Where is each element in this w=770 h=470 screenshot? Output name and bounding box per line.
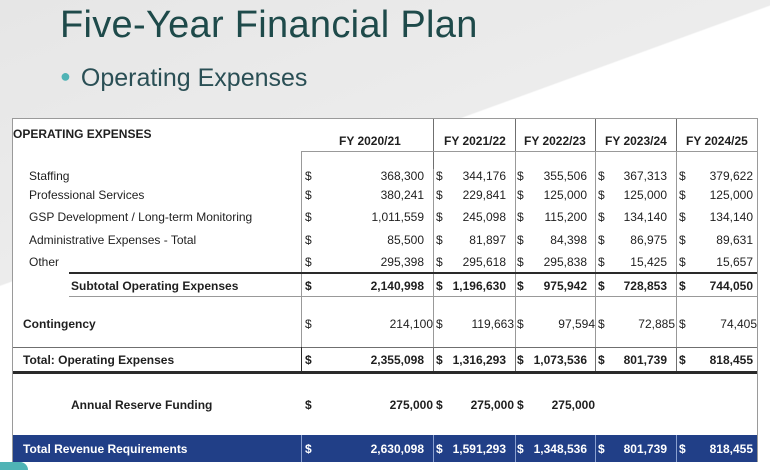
value-cell: 72,885	[638, 317, 675, 331]
contingency-label: Contingency	[23, 317, 96, 331]
corner-accent	[0, 462, 28, 470]
value-cell: 295,618	[462, 255, 506, 269]
currency-sign: $	[305, 317, 312, 331]
header-divider	[433, 119, 434, 169]
currency-sign: $	[679, 279, 686, 293]
currency-sign: $	[517, 255, 524, 269]
currency-sign: $	[436, 255, 443, 269]
value-cell: 344,176	[462, 169, 506, 183]
year-header-5: FY 2024/25	[686, 134, 748, 148]
value-cell: 275,000	[551, 398, 595, 412]
total-revenue-label: Total Revenue Requirements	[23, 442, 188, 456]
value-cell: 818,455	[709, 442, 753, 456]
column-divider	[301, 435, 302, 462]
slide-title: Five-Year Financial Plan	[60, 4, 478, 46]
column-divider	[433, 169, 434, 347]
value-cell: 818,455	[709, 353, 753, 367]
currency-sign: $	[436, 353, 443, 367]
column-divider	[515, 347, 516, 371]
value-cell: 1,196,630	[452, 279, 506, 293]
value-cell: 125,000	[709, 188, 753, 202]
currency-sign: $	[517, 233, 524, 247]
currency-sign: $	[679, 233, 686, 247]
value-cell: 368,300	[380, 169, 424, 183]
column-divider	[433, 347, 434, 371]
header-rule	[301, 151, 757, 152]
currency-sign: $	[436, 188, 443, 202]
section-header: OPERATING EXPENSES	[13, 127, 152, 141]
value-cell: 2,140,998	[370, 279, 424, 293]
value-cell: 355,506	[543, 169, 587, 183]
column-divider	[515, 151, 516, 347]
year-header-1: FY 2020/21	[339, 134, 401, 148]
currency-sign: $	[305, 188, 312, 202]
currency-sign: $	[436, 233, 443, 247]
year-header-3: FY 2022/23	[524, 134, 586, 148]
currency-sign: $	[305, 255, 312, 269]
column-divider	[433, 435, 434, 462]
currency-sign: $	[436, 210, 443, 224]
value-cell: 125,000	[623, 188, 667, 202]
currency-sign: $	[436, 442, 443, 456]
currency-sign: $	[598, 169, 605, 183]
column-divider	[301, 347, 302, 371]
value-cell: 801,739	[623, 353, 667, 367]
value-cell: 81,897	[469, 233, 506, 247]
value-cell: 275,000	[470, 398, 514, 412]
row-label: Administrative Expenses - Total	[29, 233, 197, 247]
reserve-label: Annual Reserve Funding	[71, 398, 213, 412]
value-cell: 1,316,293	[452, 353, 506, 367]
column-divider	[595, 347, 596, 371]
value-cell: 2,630,098	[370, 442, 424, 456]
currency-sign: $	[517, 188, 524, 202]
value-cell: 134,140	[709, 210, 753, 224]
value-cell: 1,591,293	[452, 442, 506, 456]
value-cell: 975,942	[543, 279, 587, 293]
year-header-2: FY 2021/22	[444, 134, 506, 148]
value-cell: 134,140	[623, 210, 667, 224]
value-cell: 744,050	[709, 279, 753, 293]
total-opex-bottom-rule	[13, 371, 757, 374]
currency-sign: $	[305, 210, 312, 224]
currency-sign: $	[305, 169, 312, 183]
year-header-4: FY 2023/24	[605, 134, 667, 148]
value-cell: 295,838	[543, 255, 587, 269]
value-cell: 295,398	[380, 255, 424, 269]
value-cell: 1,073,536	[533, 353, 587, 367]
value-cell: 115,200	[544, 210, 587, 224]
bullet-text: Operating Expenses	[80, 64, 308, 92]
header-divider	[676, 119, 677, 151]
row-label: Professional Services	[29, 188, 145, 202]
value-cell: 1,348,536	[533, 442, 587, 456]
financial-table	[12, 118, 758, 462]
column-divider	[301, 151, 302, 347]
currency-sign: $	[679, 442, 686, 456]
value-cell: 74,405	[720, 317, 757, 331]
currency-sign: $	[679, 169, 686, 183]
header-divider	[595, 119, 596, 151]
currency-sign: $	[679, 255, 686, 269]
value-cell: 125,000	[543, 188, 587, 202]
total-revenue-row	[13, 435, 757, 462]
currency-sign: $	[679, 317, 686, 331]
column-divider	[676, 435, 677, 462]
currency-sign: $	[679, 188, 686, 202]
value-cell: 1,011,559	[371, 210, 424, 224]
currency-sign: $	[305, 279, 312, 293]
currency-sign: $	[517, 210, 524, 224]
value-cell: 275,000	[389, 398, 433, 412]
value-cell: 214,100	[389, 317, 433, 331]
currency-sign: $	[598, 210, 605, 224]
column-divider	[515, 435, 516, 462]
subtotal-label: Subtotal Operating Expenses	[71, 279, 239, 293]
currency-sign: $	[679, 353, 686, 367]
currency-sign: $	[679, 210, 686, 224]
currency-sign: $	[436, 279, 443, 293]
currency-sign: $	[517, 442, 524, 456]
column-divider	[676, 347, 677, 371]
subtotal-underline	[69, 296, 757, 297]
row-label: Other	[29, 255, 60, 269]
value-cell: 367,313	[623, 169, 667, 183]
currency-sign: $	[517, 279, 524, 293]
subtotal-rule	[69, 272, 757, 274]
currency-sign: $	[436, 317, 443, 331]
value-cell: 245,098	[462, 210, 506, 224]
column-divider	[595, 151, 596, 347]
currency-sign: $	[436, 398, 443, 412]
value-cell: 89,631	[716, 233, 753, 247]
currency-sign: $	[436, 169, 443, 183]
currency-sign: $	[305, 398, 312, 412]
slide-bullet	[60, 64, 307, 93]
value-cell: 85,500	[387, 233, 424, 247]
value-cell: 380,241	[380, 188, 424, 202]
value-cell: 801,739	[623, 442, 667, 456]
currency-sign: $	[517, 317, 524, 331]
currency-sign: $	[598, 442, 605, 456]
value-cell: 2,355,098	[370, 353, 424, 367]
currency-sign: $	[598, 279, 605, 293]
value-cell: 97,594	[558, 317, 595, 331]
value-cell: 229,841	[462, 188, 506, 202]
total-opex-top-rule	[13, 347, 757, 348]
row-label: Staffing	[29, 169, 70, 183]
column-divider	[676, 151, 677, 347]
row-label: GSP Development / Long-term Monitoring	[29, 210, 253, 224]
bullet-dot-icon: ●	[60, 66, 71, 86]
currency-sign: $	[598, 255, 605, 269]
currency-sign: $	[517, 353, 524, 367]
value-cell: 84,398	[550, 233, 587, 247]
currency-sign: $	[517, 398, 524, 412]
currency-sign: $	[598, 353, 605, 367]
header-divider	[515, 119, 516, 151]
currency-sign: $	[598, 188, 605, 202]
value-cell: 15,425	[630, 255, 667, 269]
currency-sign: $	[598, 233, 605, 247]
value-cell: 15,657	[716, 255, 753, 269]
value-cell: 728,853	[623, 279, 667, 293]
total-opex-label: Total: Operating Expenses	[23, 353, 175, 367]
currency-sign: $	[305, 353, 312, 367]
value-cell: 86,975	[630, 233, 667, 247]
currency-sign: $	[305, 233, 312, 247]
currency-sign: $	[305, 442, 312, 456]
value-cell: 379,622	[709, 169, 753, 183]
currency-sign: $	[517, 169, 524, 183]
currency-sign: $	[598, 317, 605, 331]
column-divider	[595, 435, 596, 462]
value-cell: 119,663	[471, 317, 514, 331]
